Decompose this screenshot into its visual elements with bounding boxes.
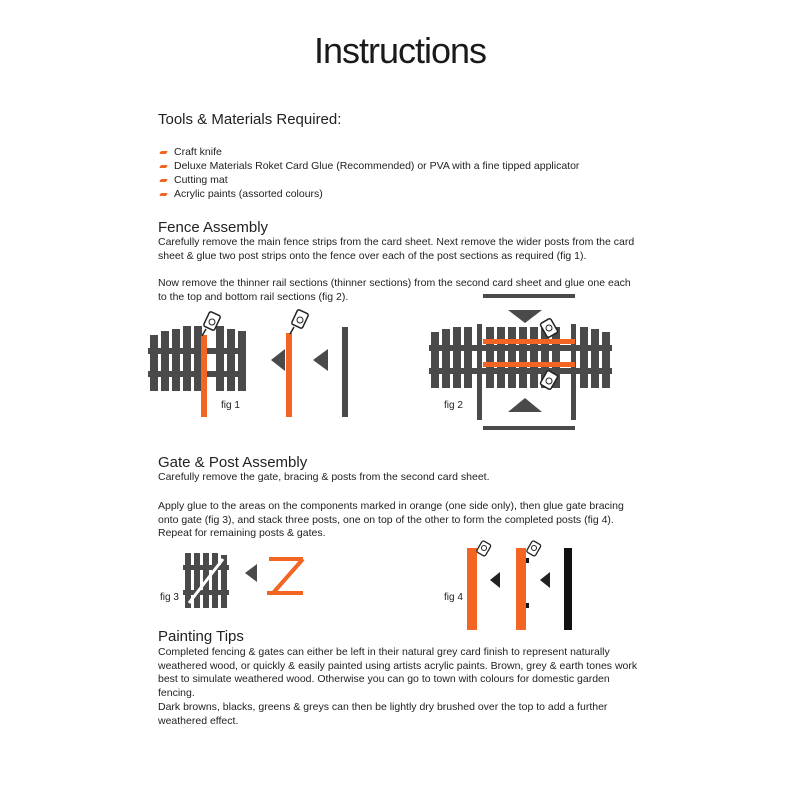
fig2-label: fig 2 [444,400,463,411]
fence-picket [150,335,158,391]
glued-rail [483,339,575,344]
fence-rail [429,345,612,351]
tools-heading: Tools & Materials Required: [158,111,342,128]
arrow-left-icon [271,349,285,371]
glue-bottle-icon [526,540,541,556]
bracing-piece [267,559,303,593]
fig2-illustration [425,290,620,435]
post-orange [467,548,477,630]
fig4-illustration [462,538,582,633]
fig3-label: fig 3 [160,592,179,603]
fence-heading: Fence Assembly [158,219,269,236]
fence-picket [216,326,224,391]
glued-post-strip [286,333,292,417]
rail-strip [483,426,575,430]
gate-heading: Gate & Post Assembly [158,454,308,471]
fig3-illustration [183,545,313,610]
arrow-up-icon [508,398,542,412]
tools-list [160,145,579,201]
list-item: Cutting mat [160,173,579,187]
bullet-icon [159,193,168,196]
gate-paragraph-2: Apply glue to the areas on the components marked in orange (one side only), then glue gate bracing onto gate (fig 3), and stack three posts, one on top of the other to form the completed posts (fig 4). Repeat for remaining posts & gates. [158,500,624,540]
fig1-label: fig 1 [221,400,240,411]
painting-paragraph-1: Completed fencing & gates can either be left in their natural grey card finish to represent naturally weathered wood, or quickly & easily painted using artists acrylic paints. Brown, grey & earth tones work best to simulate weathered wood. Otherwise you can go to town with colours for domestic garden fencing. [158,646,638,699]
bullet-icon [159,151,168,154]
painting-paragraph-2: Dark browns, blacks, greens & greys can then be lightly dry brushed over the top to add a further weathered effect. [158,701,608,727]
list-item: Acrylic paints (assorted colours) [160,187,579,201]
fig1-illustration [148,305,358,420]
fig4-label: fig 4 [444,592,463,603]
arrow-left-icon [313,349,328,371]
fence-picket [194,326,202,391]
fence-paragraph-2: Now remove the thinner rail sections (thinner sections) from the second card sheet and glue one each to the top and bottom rail sections (fig 2). [158,277,631,303]
post-strip [342,327,348,417]
bullet-icon [159,165,168,168]
fence-picket [238,331,246,391]
fence-picket [227,329,235,391]
list-item: Craft knife [160,145,579,159]
page-title: Instructions [313,30,487,71]
list-item: Deluxe Materials Roket Card Glue (Recommended) or PVA with a fine tipped applicator [160,159,579,173]
gate-paragraph-1: Carefully remove the gate, bracing & posts from the second card sheet. [158,471,490,483]
fence-rail [429,368,612,374]
fence-picket [183,326,191,391]
glue-bottle-icon [290,309,309,334]
arrow-left-icon [245,564,257,582]
fence-picket [172,329,180,391]
fence-rail [148,348,246,354]
glued-post [201,335,207,417]
painting-heading: Painting Tips [158,628,244,645]
arrow-down-icon [508,310,542,323]
fence-paragraph-1: Carefully remove the main fence strips from the card sheet. Next remove the wider posts from the card sheet & glue two post strips onto the fence over each of the post sections as required (fig 1). [158,236,635,262]
post-black [564,548,572,630]
arrow-left-icon [540,572,550,588]
rail-strip [483,294,575,298]
fence-rail [148,371,246,377]
glue-bottle-icon [476,540,491,556]
glued-rail [483,362,575,367]
post-orange [516,548,526,630]
arrow-left-icon [490,572,500,588]
fence-picket [161,331,169,391]
bullet-icon [159,179,168,182]
